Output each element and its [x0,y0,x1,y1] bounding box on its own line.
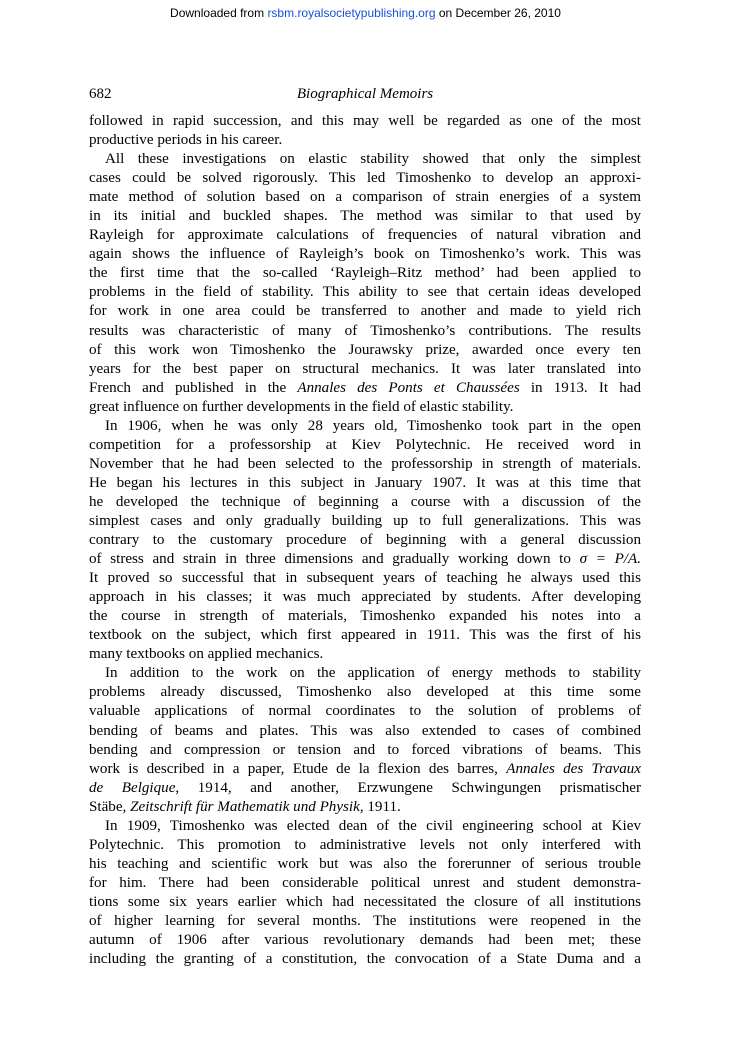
text-line [89,379,641,398]
text-line: in its initial and buckled shapes. The method was similar to that used by [89,208,641,225]
text-line: In addition to the work on the application of energy methods to stability [105,665,641,682]
text-line: cases could be solved rigorously. This led Timoshenko to develop an approxi- [89,170,641,187]
text-line: bending of beams and plates. This was also extended to cases of combined [89,722,641,739]
journal-title: Annales des Ponts et Chaussées [297,379,520,396]
text-line: simplest cases and only gradually building up to full generalizations. This was [89,512,641,529]
banner-suffix: on December 26, 2010 [435,6,561,20]
text-line: problems already discussed, Timoshenko also developed at this time some [89,684,641,701]
text-line: years for the best paper on structural mechanics. It was later translated into [89,360,641,377]
journal-title: Zeitschrift für Mathematik und Physik [130,798,360,815]
text-line: mate method of solution based on a comparison of strain energies of a system [89,189,641,206]
text-line: for him. There had been considerable political unrest and student demonstra- [89,874,641,891]
journal-title: Annales des Travaux [506,760,641,777]
text-line: many textbooks on applied mechanics. [89,646,324,663]
text-line: the course in strength of materials, Timoshenko expanded his notes into a [89,608,641,625]
text-line [89,760,641,779]
running-header [89,86,641,106]
text-line: problems in the field of stability. This ability to see that certain ideas developed [89,284,641,301]
text-segment: Stäbe, [89,798,131,815]
text-line: November that he had been selected to the professorship in strength of materials. [89,455,641,472]
text-line: approach in his classes; it was much appreciated by students. After developing [89,589,641,606]
text-line: It proved so successful that in subsequent years of teaching he always used this [89,570,641,587]
text-line: of higher learning for several months. The institutions were reopened in the [89,912,641,929]
text-line: followed in rapid succession, and this may well be regarded as one of the most [89,113,641,129]
text-line: In 1909, Timoshenko was elected dean of the civil engineering school at Kiev [105,817,641,834]
text-line: He began his lectures in this subject in January 1907. It was at this time that [89,474,641,491]
banner-prefix: Downloaded from [170,6,268,20]
text-line: textbook on the subject, which first appeared in 1911. This was the first of his [89,627,641,644]
text-line: In 1906, when he was only 28 years old, Timoshenko took part in the open [105,417,641,434]
banner-link[interactable]: rsbm.royalsocietypublishing.org [267,6,436,20]
text-line [89,779,641,798]
formula: σ = P/A. [579,551,641,568]
journal-title: de Belgique [89,779,176,796]
text-segment: work is described in a paper, Etude de la flexion des barres, [89,760,507,777]
text-line: productive periods in his career. [89,132,283,149]
running-head-title: Biographical Memoirs [296,86,434,102]
text-line: again shows the influence of Rayleigh’s book on Timoshenko’s work. This was [89,246,641,263]
text-line: of this work won Timoshenko the Jourawsky prize, awarded once every ten [89,341,641,358]
text-line [89,798,641,817]
text-line: contrary to the customary procedure of beginning with a general discussion [89,532,641,549]
text-segment: , 1914, and another, Erzwungene Schwingungen prismatischer [175,779,641,796]
text-segment: of stress and strain in three dimensions and gradually working down to [89,551,580,568]
text-line: tions some six years earlier which had necessitated the closure of all institutions [89,893,641,910]
text-line: Rayleigh for approximate calculations of frequencies of natural vibration and [89,227,641,244]
text-line: competition for a professorship at Kiev Polytechnic. He received word in [89,436,641,453]
page-number: 682 [89,86,112,102]
text-line: results was characteristic of many of Timoshenko’s contributions. The results [89,322,641,339]
text-line [89,550,641,569]
text-line: valuable applications of normal coordinates to the solution of problems of [89,703,641,720]
text-line: autumn of 1906 after various revolutionary demands had been met; these [89,932,641,949]
text-line: bending and compression or tension and to forced vibrations of beams. This [89,741,641,758]
text-segment: , 1911. [359,798,401,815]
download-banner [0,6,731,20]
text-segment: French and published in the [89,379,298,396]
text-line: great influence on further developments in the field of elastic stability. [89,398,514,415]
text-line: including the granting of a constitution, the convocation of a State Duma and a [89,951,641,968]
text-segment: in 1913. It had [519,379,642,396]
text-line: for work in one area could be transferred to another and made to yield rich [89,303,641,320]
body-text [89,112,641,969]
text-line: Polytechnic. This promotion to administrative levels not only interfered with [89,836,641,853]
text-line: his teaching and scientific work but was also the forerunner of serious trouble [89,855,641,872]
text-line: All these investigations on elastic stability showed that only the simplest [105,151,641,168]
text-line: the first time that the so-called ‘Rayleigh–Ritz method’ had been applied to [89,265,641,282]
text-line: he developed the technique of beginning a course with a discussion of the [89,493,641,510]
